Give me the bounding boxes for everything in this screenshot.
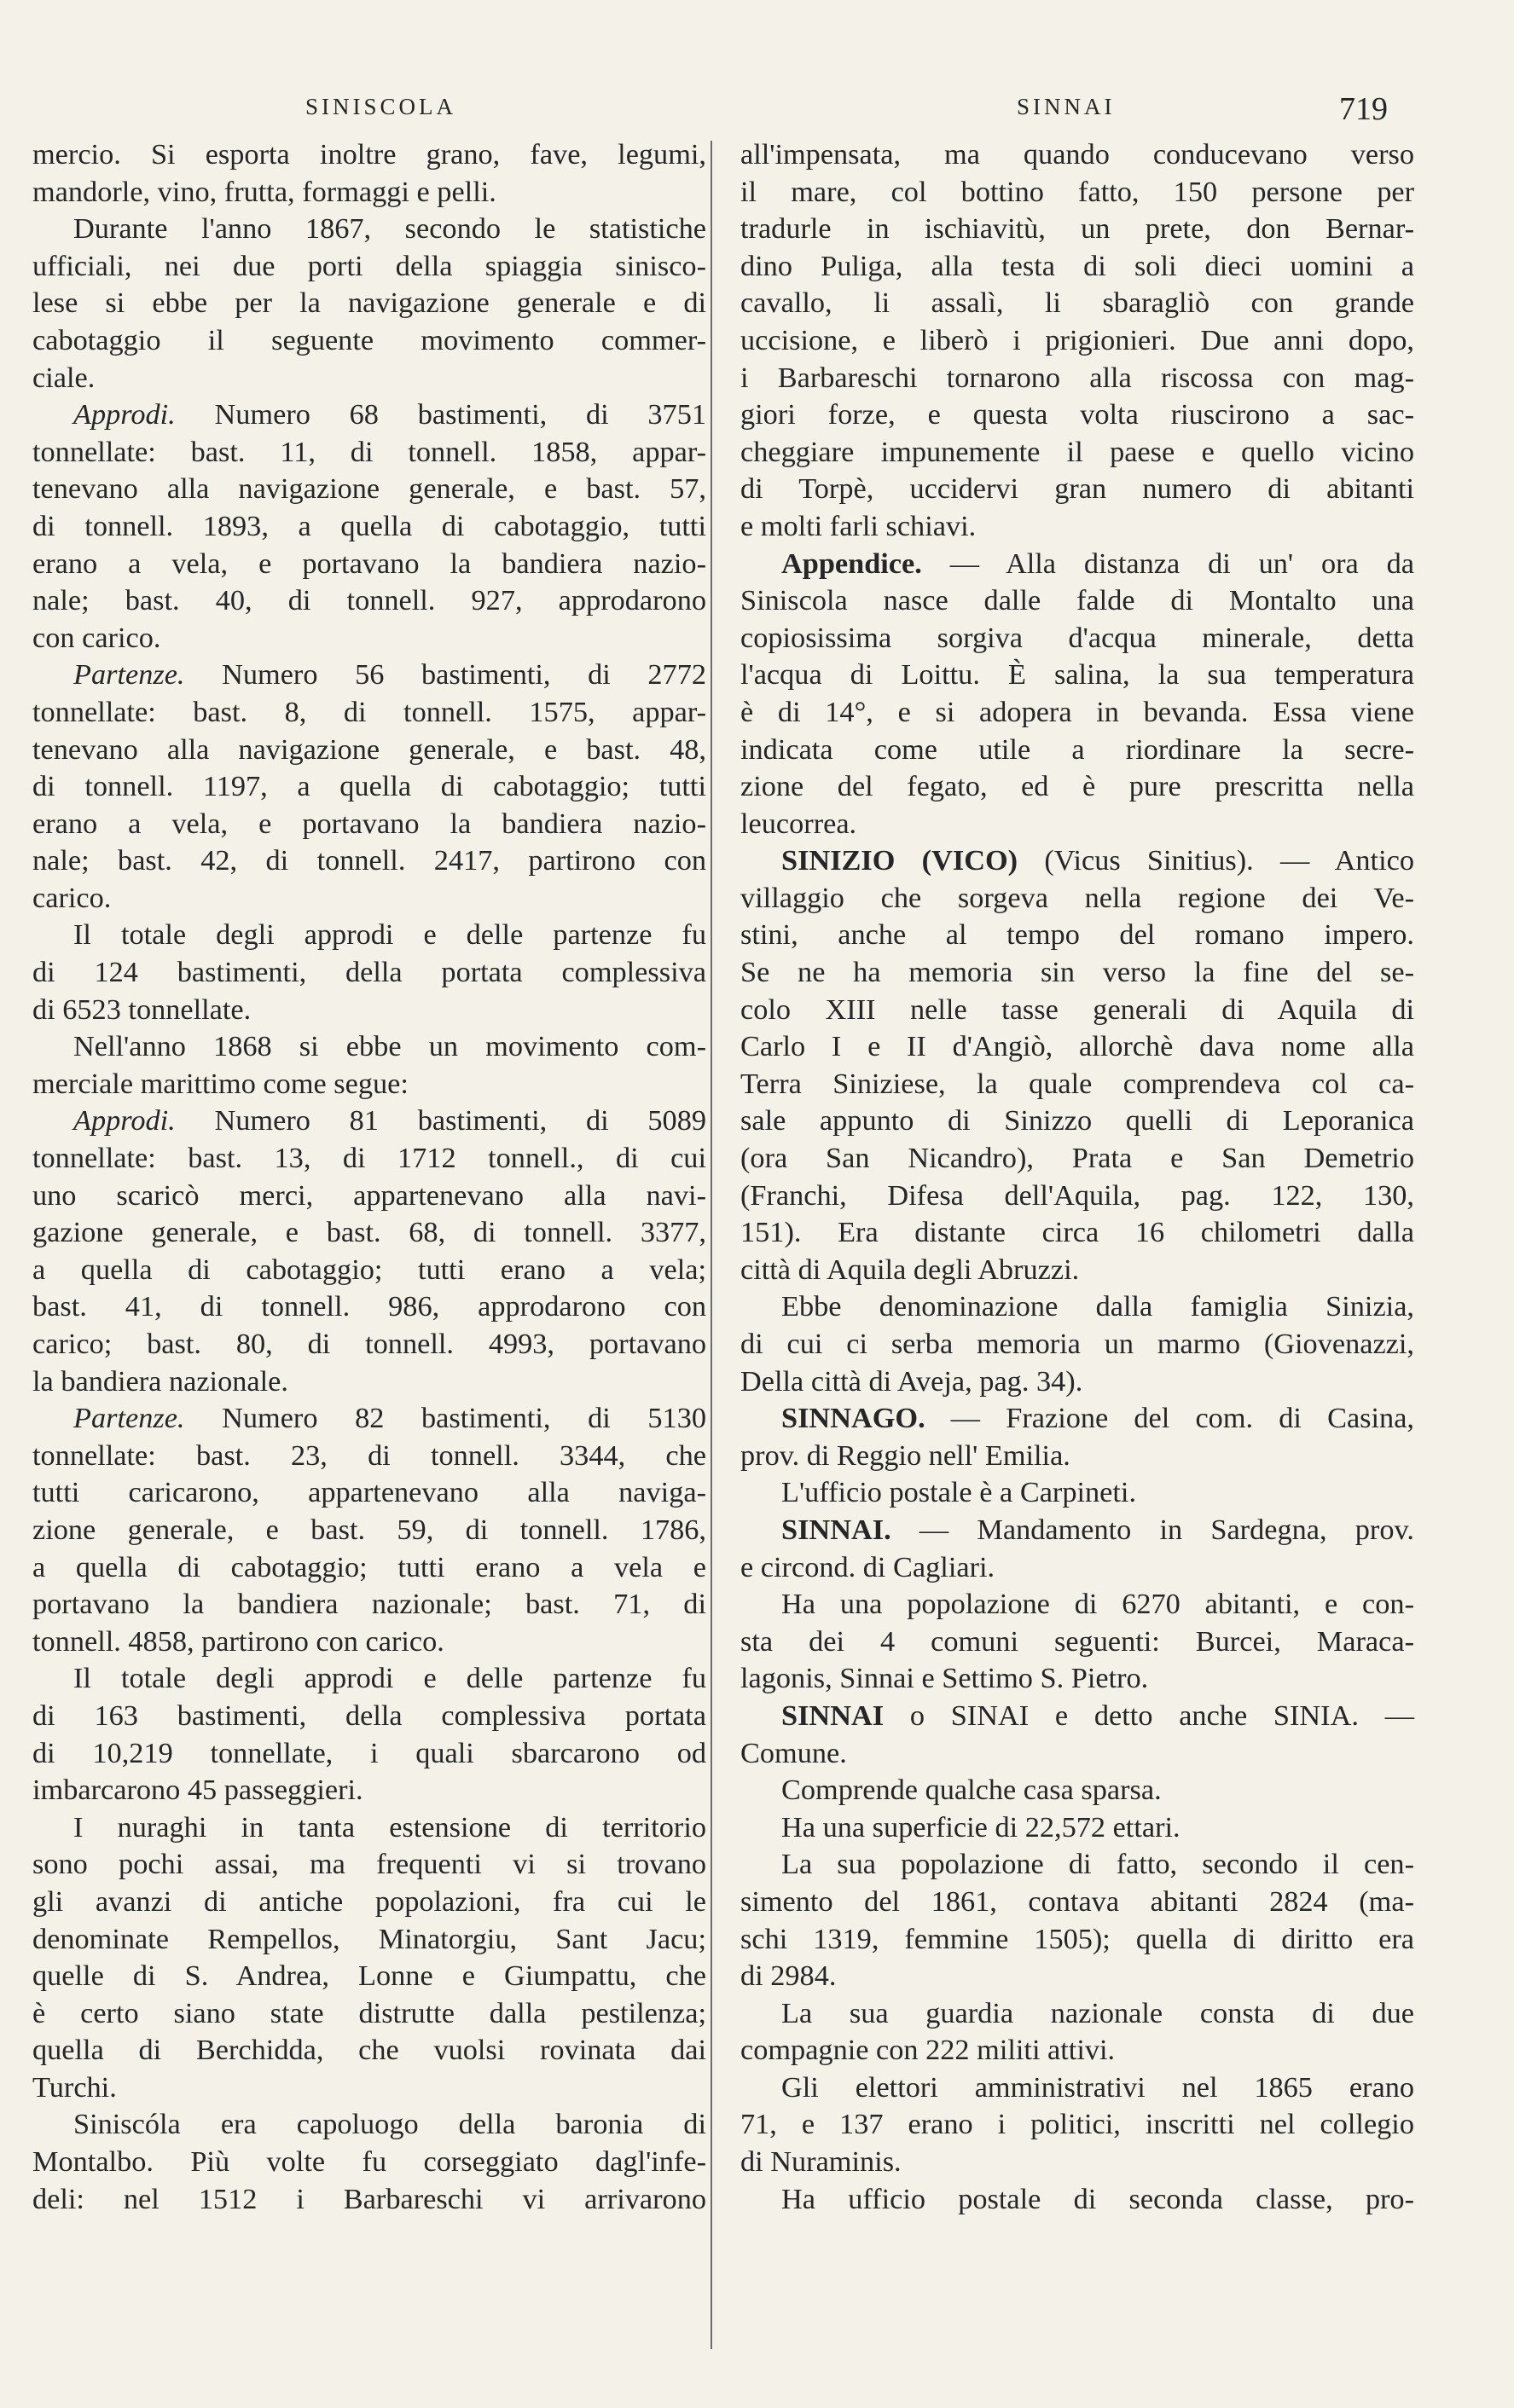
- text-line: di Nuraminis.: [740, 2145, 902, 2179]
- text-line: cabotaggio il seguente movimento commer-: [32, 323, 706, 356]
- text-line: uccisione, e liberò i prigionieri. Due anni dopo,: [740, 323, 1414, 356]
- paragraph: [740, 2181, 1414, 2219]
- text-line: di cui ci serba memoria un marmo (Giovenazzi,: [740, 1328, 1414, 1360]
- text-line: Della città di Aveja, pag. 34).: [740, 1364, 1083, 1398]
- text-line: sale appunto di Sinizzo quelli di Leporanica: [740, 1104, 1414, 1137]
- text-line: leucorrea.: [740, 807, 857, 840]
- text-line: Nell'anno 1868 si ebbe un movimento com-: [73, 1030, 706, 1063]
- text-line: Ebbe denominazione dalla famiglia Sinizia,: [781, 1290, 1414, 1323]
- text-line: Siniscola nasce dalle falde di Montalto una: [740, 584, 1414, 617]
- text-line: e circond. di Cagliari.: [740, 1550, 995, 1583]
- text-line-rest: — Mandamento in Sardegna, prov.: [890, 1513, 1414, 1546]
- text-line: compagnie con 222 militi attivi.: [740, 2034, 1116, 2067]
- page-number: 719: [1339, 91, 1388, 127]
- text-line: sta dei 4 comuni seguenti: Burcei, Maraca-: [740, 1624, 1414, 1658]
- text-line: erano a vela, e portavano la bandiera nazio-: [32, 547, 706, 580]
- text-line: lese si ebbe per la navigazione generale e di: [32, 287, 706, 320]
- text-line: Ha una superficie di 22,572 ettari.: [781, 1810, 1180, 1844]
- text-line: villaggio che sorgeva nella regione dei Ve-: [740, 881, 1414, 914]
- paragraph-lead: Approdi.: [73, 398, 176, 431]
- text-line: e molti farli schiavi.: [740, 509, 977, 542]
- text-line: quelle di S. Andrea, Lonne e Giumpattu, che: [32, 1959, 706, 1993]
- paragraph: [740, 1474, 1414, 1512]
- text-line: di 6523 tonnellate.: [32, 993, 252, 1026]
- text-line: a quella di cabotaggio; tutti erano a vela;: [32, 1253, 706, 1286]
- text-line: zione generale, e bast. 59, di tonnell. 1786,: [32, 1513, 706, 1546]
- text-line: Ha ufficio postale di seconda classe, pro-: [781, 2182, 1414, 2215]
- text-line: tutti caricarono, appartenevano alla naviga-: [32, 1476, 706, 1509]
- text-line: 151). Era distante circa 16 chilometri dalla: [740, 1216, 1414, 1249]
- text-line: stini, anche al tempo del romano impero.: [740, 918, 1414, 952]
- text-line-rest: Numero 68 bastimenti, di 3751: [175, 398, 706, 431]
- text-line: la bandiera nazionale.: [32, 1364, 288, 1398]
- text-line-rest: Numero 82 bastimenti, di 5130: [184, 1402, 706, 1435]
- left-column: [32, 136, 706, 2218]
- text-line: nale; bast. 42, di tonnell. 2417, partirono con: [32, 844, 706, 877]
- paragraph: [740, 2069, 1414, 2181]
- text-line: sono pochi assai, ma frequenti vi si trovano: [32, 1848, 706, 1881]
- text-line: Comune.: [740, 1736, 847, 1769]
- text-line: [740, 1512, 1414, 1549]
- text-line: città di Aquila degli Abruzzi.: [740, 1253, 1080, 1286]
- text-line: (ora San Nicandro), Prata e San Demetrio: [740, 1142, 1414, 1175]
- text-line: erano a vela, e portavano la bandiera nazio-: [32, 807, 706, 840]
- paragraph: [32, 136, 706, 211]
- paragraph: [32, 657, 706, 917]
- paragraph-lead: SINNAI: [781, 1699, 885, 1732]
- text-line: deli: nel 1512 i Barbareschi vi arrivarono: [32, 2182, 706, 2215]
- text-line: ufficiali, nei due porti della spiaggia sinisco-: [32, 249, 706, 282]
- text-line: [740, 842, 1414, 880]
- text-line: gli avanzi di antiche popolazioni, fra cui le: [32, 1884, 706, 1918]
- text-line: [740, 1400, 1414, 1438]
- text-line: simento del 1861, contava abitanti 2824 (ma-: [740, 1884, 1414, 1918]
- text-line: Terra Siniziese, la quale comprendeva col ca-: [740, 1067, 1414, 1100]
- text-line: [740, 546, 1414, 583]
- text-line: uno scaricò merci, appartenevano alla navi-: [32, 1178, 706, 1212]
- text-line: tonnellate: bast. 11, di tonnell. 1858, appar-: [32, 435, 706, 468]
- text-line: Siniscóla era capoluogo della baronia di: [73, 2108, 706, 2141]
- column-divider: [711, 141, 712, 2349]
- text-line: merciale marittimo come segue:: [32, 1067, 409, 1100]
- paragraph-lead: SINNAGO.: [781, 1402, 925, 1435]
- paragraph: [32, 1028, 706, 1103]
- text-line: (Franchi, Difesa dell'Aquila, pag. 122, 130,: [740, 1178, 1414, 1212]
- text-line: [32, 397, 706, 434]
- text-line: nale; bast. 40, di tonnell. 927, approdarono: [32, 584, 706, 617]
- text-line: l'acqua di Loittu. È salina, la sua temperatura: [740, 658, 1414, 692]
- text-line: mandorle, vino, frutta, formaggi e pelli.: [32, 175, 496, 208]
- paragraph-lead: Partenze.: [73, 1402, 185, 1435]
- text-line: lagonis, Sinnai e Settimo S. Pietro.: [740, 1662, 1149, 1695]
- paragraph-lead: SINNAI.: [781, 1513, 891, 1546]
- paragraph: [740, 1846, 1414, 1994]
- text-line: La sua guardia nazionale consta di due: [781, 1996, 1414, 2029]
- text-line: cheggiare impunemente il paese e quello vicino: [740, 435, 1414, 468]
- text-line: portavano la bandiera nazionale; bast. 71, di: [32, 1588, 706, 1621]
- paragraph: [740, 1400, 1414, 1474]
- text-line: cavallo, li assalì, li sbaragliò con grande: [740, 287, 1414, 320]
- text-line: giori forze, e questa volta riuscirono a sac-: [740, 398, 1414, 431]
- text-line: L'ufficio postale è a Carpineti.: [781, 1476, 1137, 1509]
- text-line: tradurle in ischiavitù, un prete, don Bernar-: [740, 212, 1414, 246]
- paragraph: [32, 1809, 706, 2107]
- text-line: denominate Rempellos, Minatorgiu, Sant Jacu;: [32, 1922, 706, 1955]
- paragraph: [32, 917, 706, 1028]
- text-line: Comprende qualche casa sparsa.: [781, 1774, 1162, 1807]
- text-line: tenevano alla navigazione generale, e bast. 57,: [32, 472, 706, 506]
- text-line: tonnellate: bast. 13, di 1712 tonnell., di cui: [32, 1142, 706, 1175]
- text-line: 71, e 137 erano i politici, inscritti nel collegio: [740, 2108, 1414, 2141]
- text-line: i Barbareschi tornarono alla riscossa con mag-: [740, 361, 1414, 394]
- text-line: indicata come utile a riordinare la secre-: [740, 732, 1414, 766]
- text-line: di tonnell. 1893, a quella di cabotaggio, tutti: [32, 509, 706, 542]
- text-line: tonnellate: bast. 8, di tonnell. 1575, appar-: [32, 695, 706, 728]
- text-line: è di 14°, e si adopera in bevanda. Essa viene: [740, 695, 1414, 728]
- text-line: [32, 1400, 706, 1438]
- text-line: [740, 1698, 1414, 1735]
- text-line-rest: o SINAI e detto anche SINIA. —: [884, 1699, 1414, 1732]
- text-line: di tonnell. 1197, a quella di cabotaggio; tutti: [32, 770, 706, 803]
- text-line: Carlo I e II d'Angiò, allorchè dava nome alla: [740, 1030, 1414, 1063]
- text-line-rest: — Frazione del com. di Casina,: [925, 1402, 1414, 1435]
- paragraph: [740, 546, 1414, 843]
- paragraph: [32, 2106, 706, 2218]
- paragraph: [32, 211, 706, 397]
- text-line: a quella di cabotaggio; tutti erano a vela e: [32, 1550, 706, 1583]
- text-line: di Torpè, uccidervi gran numero di abitanti: [740, 472, 1414, 506]
- paragraph: [740, 1809, 1414, 1847]
- text-line: Ha una popolazione di 6270 abitanti, e con-: [781, 1588, 1414, 1621]
- text-line: La sua popolazione di fatto, secondo il cen-: [781, 1848, 1414, 1881]
- paragraph: [32, 1103, 706, 1400]
- text-line: dino Puliga, alla testa di soli dieci uomini a: [740, 249, 1414, 282]
- text-line: Durante l'anno 1867, secondo le statistiche: [73, 212, 706, 246]
- running-head-left: SINISCOLA: [305, 94, 457, 119]
- right-column: [740, 136, 1414, 2218]
- text-line: copiosissima sorgiva d'acqua minerale, detta: [740, 621, 1414, 654]
- text-line: tonnellate: bast. 23, di tonnell. 3344, che: [32, 1438, 706, 1472]
- paragraph: [32, 1400, 706, 1660]
- text-line: di 163 bastimenti, della complessiva portata: [32, 1699, 706, 1732]
- text-line: Montalbo. Più volte fu corseggiato dagl'infe-: [32, 2145, 706, 2179]
- text-line: carico.: [32, 881, 112, 914]
- paragraph-lead: Approdi.: [73, 1104, 176, 1137]
- text-line: colo XIII nelle tasse generali di Aquila di: [740, 993, 1414, 1026]
- text-line: è certo siano state distrutte dalla pestilenza;: [32, 1996, 706, 2029]
- text-line: ciale.: [32, 361, 96, 394]
- paragraph: [740, 1586, 1414, 1698]
- paragraph: [740, 1772, 1414, 1809]
- text-line: mercio. Si esporta inoltre grano, fave, legumi,: [32, 138, 706, 171]
- text-line: Il totale degli approdi e delle partenze fu: [73, 1662, 706, 1695]
- paragraph: [32, 1660, 706, 1809]
- text-line: Gli elettori amministrativi nel 1865 erano: [781, 2070, 1414, 2104]
- text-line: tonnell. 4858, partirono con carico.: [32, 1624, 444, 1658]
- text-line: prov. di Reggio nell' Emilia.: [740, 1438, 1070, 1472]
- paragraph: [740, 1512, 1414, 1586]
- paragraph: [32, 397, 706, 657]
- text-line: zione del fegato, ed è pure prescritta nella: [740, 770, 1414, 803]
- text-line: di 124 bastimenti, della portata complessiva: [32, 956, 706, 989]
- text-line-rest: — Alla distanza di un' ora da: [921, 547, 1414, 580]
- paragraph: [740, 1995, 1414, 2069]
- text-line: gazione generale, e bast. 68, di tonnell. 3377,: [32, 1216, 706, 1249]
- text-line: quella di Berchidda, che vuolsi rovinata dai: [32, 2034, 706, 2067]
- paragraph-lead: SINIZIO (VICO): [781, 844, 1018, 877]
- text-line: carico; bast. 80, di tonnell. 4993, portavano: [32, 1328, 706, 1360]
- paragraph: [740, 1698, 1414, 1772]
- paragraph-lead: Partenze.: [73, 658, 185, 692]
- text-line: bast. 41, di tonnell. 986, approdarono con: [32, 1290, 706, 1323]
- text-line-rest: Numero 81 bastimenti, di 5089: [175, 1104, 706, 1137]
- text-line: I nuraghi in tanta estensione di territorio: [73, 1810, 706, 1844]
- text-line: schi 1319, femmine 1505); quella di diritto era: [740, 1922, 1414, 1955]
- text-line: all'impensata, ma quando conducevano verso: [740, 138, 1414, 171]
- text-line: imbarcarono 45 passeggieri.: [32, 1774, 363, 1807]
- text-line: [32, 1103, 706, 1140]
- paragraph: [740, 842, 1414, 1288]
- paragraph-lead: Appendice.: [781, 547, 922, 580]
- text-line: di 2984.: [740, 1959, 837, 1993]
- text-line-rest: Numero 56 bastimenti, di 2772: [184, 658, 706, 692]
- text-line: Turchi.: [32, 2070, 117, 2104]
- text-line: di 10,219 tonnellate, i quali sbarcarono od: [32, 1736, 706, 1769]
- paragraph: [740, 1288, 1414, 1400]
- paragraph: [740, 136, 1414, 546]
- text-line: tenevano alla navigazione generale, e bast. 48,: [32, 732, 706, 766]
- running-head-right: SINNAI: [1017, 94, 1116, 119]
- text-line: Il totale degli approdi e delle partenze fu: [73, 918, 706, 952]
- text-line: il mare, col bottino fatto, 150 persone per: [740, 175, 1414, 208]
- text-line-rest: (Vicus Sinitius). — Antico: [1018, 844, 1414, 877]
- text-line: con carico.: [32, 621, 161, 654]
- text-line: Se ne ha memoria sin verso la fine del se-: [740, 956, 1414, 989]
- text-line: [32, 657, 706, 694]
